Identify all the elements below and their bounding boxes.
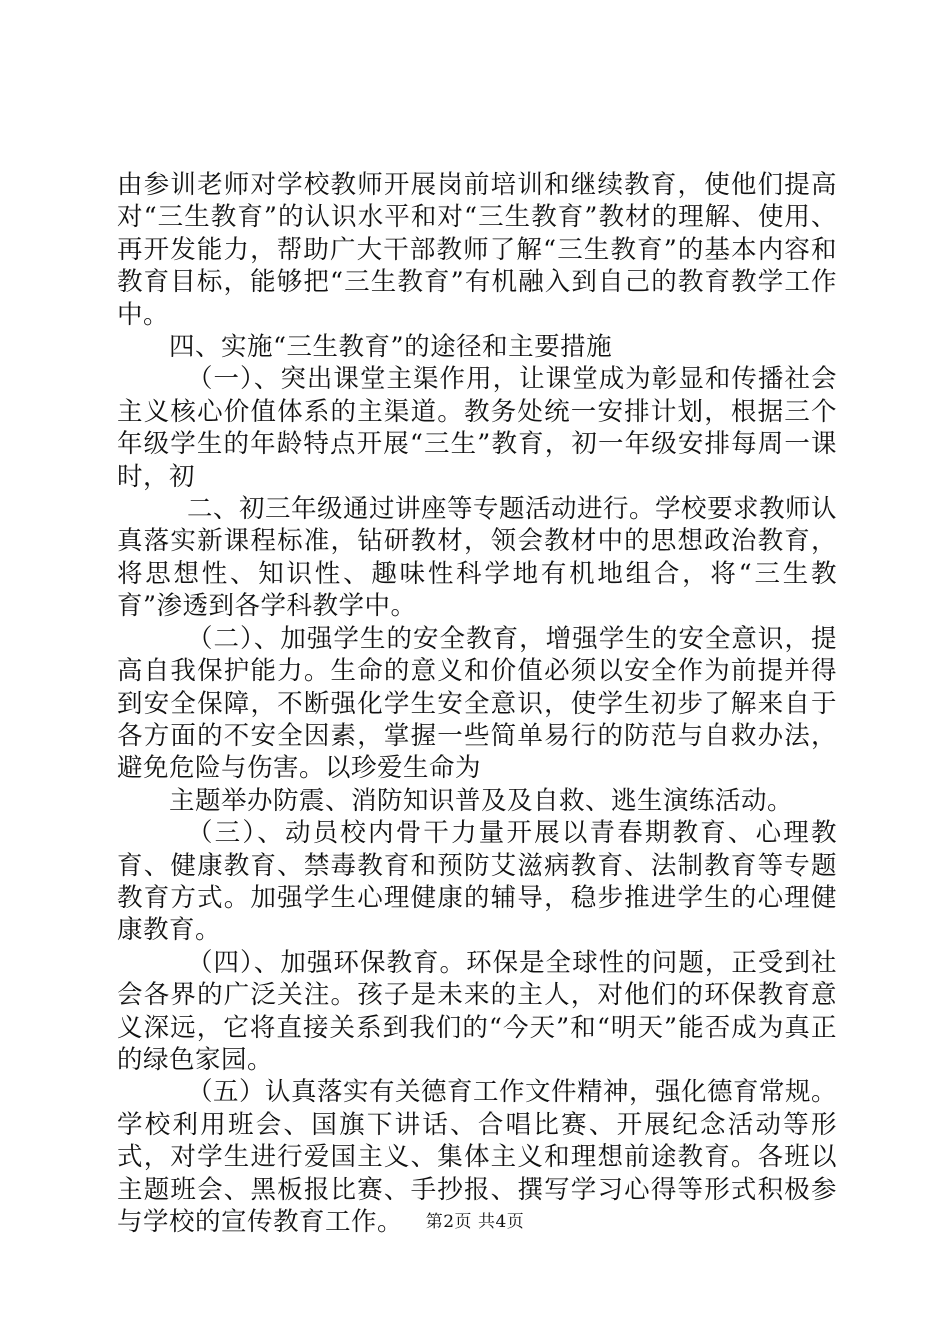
paragraph-measure-2-continued: 主题举办防震、消防知识普及及自救、逃生演练活动。 xyxy=(169,785,794,816)
paragraph-measure-1: （一）、突出课堂主渠作用，让课堂成为彰显和传播社会主义核心价值体系的主渠道。教务处统一安排计划，根据三个年级学生的年龄特点开展“三生”教育，初一年级安排每周一课时，初 xyxy=(117,364,837,492)
section-heading: 四、实施“三生教育”的途径和主要措施 xyxy=(169,332,613,363)
paragraph-measure-1-continued: 二、初三年级通过讲座等专题活动进行。学校要求教师认真落实新课程标准，钻研教材，领会教材中的思想政治教育，将思想性、知识性、趣味性科学地有机地组合，将“三生教育”渗透到各学科教学中。 xyxy=(117,494,838,622)
paragraph-measure-2: （二）、加强学生的安全教育，增强学生的安全意识，提高自我保护能力。生命的意义和价值必须以安全作为前提并得到安全保障，不断强化学生安全意识，使学生初步了解来自于各方面的不安全因素，掌握一些简单易行的防范与自救办法，避免危险与伤害。以珍爱生命为 xyxy=(117,623,837,784)
paragraph-measure-5: （五）认真落实有关德育工作文件精神，强化德育常规。学校利用班会、国旗下讲话、合唱比赛、开展纪念活动等形式，对学生进行爱国主义、集体主义和理想前途教育。各班以主题班会、黑板报比赛、手抄报、撰写学习心得等形式积极参与学校的宣传教育工作。 xyxy=(117,1077,838,1237)
page-number: 第2页 共4页 xyxy=(425,1212,525,1232)
paragraph-measure-3: （三）、动员校内骨干力量开展以青春期教育、心理教育、健康教育、禁毒教育和预防艾滋病教育、法制教育等专题教育方式。加强学生心理健康的辅导，稳步推进学生的心理健康教育。 xyxy=(117,818,837,946)
paragraph-measure-4: （四）、加强环保教育。环保是全球性的问题，正受到社会各界的广泛关注。孩子是未来的主人，对他们的环保教育意义深远，它将直接关系到我们的“今天”和“明天”能否成为真正的绿色家园。 xyxy=(117,947,837,1075)
document-body xyxy=(117,169,837,1238)
paragraph-continuation: 由参训老师对学校教师开展岗前培训和继续教育，使他们提高对“三生教育”的认识水平和对“三生教育”教材的理解、使用、再开发能力，帮助广大干部教师了解“三生教育”的基本内容和教育目标，能够把“三生教育”有机融入到自己的教育教学工作中。 xyxy=(117,170,837,330)
